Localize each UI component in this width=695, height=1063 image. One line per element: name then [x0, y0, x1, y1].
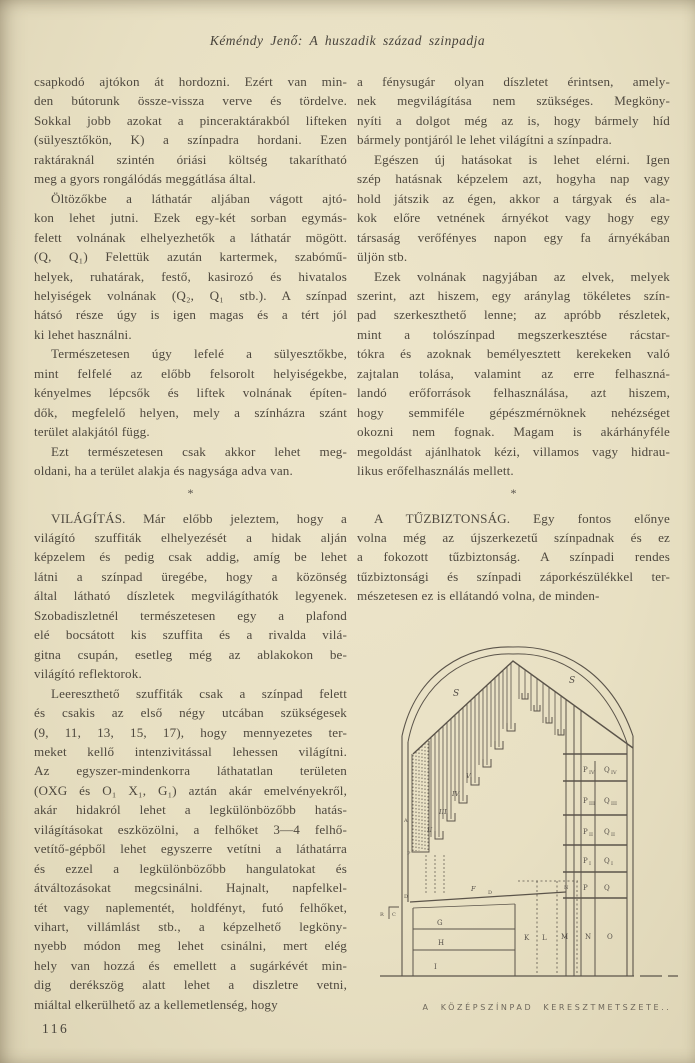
paragraph: [357, 150, 670, 267]
label-c: C: [392, 912, 396, 918]
text-line: mészetesen ez is ellátandó volna, de minden-: [357, 588, 600, 604]
label-room-q4: Q: [604, 766, 610, 774]
paragraph: [34, 509, 347, 684]
label-d-corner: D: [404, 894, 409, 900]
roof-slopes: [413, 661, 633, 754]
text-line: dők, megfelelő helyen, mely a színházra szánt: [34, 404, 347, 420]
label-room-q1-sub: I: [611, 861, 613, 867]
label-room-q2: Q: [604, 828, 610, 836]
text-line: oldani, ha a terület alakja és nagysága adva van.: [34, 463, 293, 479]
text-line: tókra és azoknak bemélyesztett kerekeken való: [357, 346, 670, 362]
text-line: világító szuffiták elhelyezését a hidak alján: [34, 529, 347, 545]
text-line: és ezzel a legkülönbözőbb hangulatokat és: [34, 860, 347, 876]
text-line: meg a gyors rongálódás meggátlása által.: [34, 171, 256, 187]
label-m: M: [561, 933, 569, 941]
label-room-p1-sub: I: [589, 861, 591, 867]
label-room-p4: P: [583, 766, 588, 774]
text-line: üljön stb.: [357, 249, 408, 265]
text-line: akár hidakról lehet a legkülönbözőbb hatás-: [34, 802, 347, 818]
label-room-p1: P: [583, 857, 588, 865]
text-line: képzelem és pedig csak addig, amíg be lehet: [34, 549, 347, 565]
text-line: mint felfelé az előbb felsorolt helyiségekbe,: [34, 365, 347, 381]
suffit-battens-right: [519, 665, 561, 735]
left-text-column: [34, 72, 347, 1014]
label-d-floor: D: [488, 890, 493, 896]
text-line: látni a színpad üregébe, hogy a közönség: [34, 568, 347, 584]
text-line: nyebb módon meg lehet csinálni, mert elég: [34, 938, 347, 954]
text-line: Leereszthető szuffiták csak a színpad felett: [51, 685, 347, 701]
text-line: terület alakjától függ.: [34, 424, 150, 440]
horizon-roll-outline: [412, 741, 429, 852]
text-line: szép hatásnak képzelem azt, hogyha nap vagy: [357, 171, 670, 187]
text-line: bármely pontjáról le lehet világítni a színpadra.: [357, 132, 612, 148]
paragraph: [357, 509, 670, 606]
paragraph: [34, 189, 347, 345]
text-line: kon lehet jutni. Ezek egy-két sorban egymás-: [34, 210, 347, 226]
label-roman-v: V: [466, 772, 471, 780]
text-line: hold játszik az égen, akkor a tárgyak és ala-: [357, 190, 670, 206]
text-line: Ezek volnának nagyjában az elvek, melyek: [374, 268, 670, 284]
text-line: (sülyesztőkön, K) a színpadra hordani. Ezen: [34, 132, 347, 148]
paragraph: [34, 684, 347, 1015]
text-line: Öltözőkbe a láthatár aljában vágott ajtó-: [51, 190, 347, 206]
paragraph: [34, 442, 347, 481]
text-line: csapkodó ajtókon át hordozni. Ezért van min-: [34, 74, 347, 89]
text-line: elé bocsátott kis szuffita és a rivalda vilá-: [34, 627, 347, 643]
label-i: I: [434, 963, 437, 971]
text-line: (Q, Q₁) Felettük azután kartermek, szabómű-: [34, 249, 347, 265]
label-n-tick: N: [564, 885, 569, 891]
label-r: R: [380, 912, 384, 918]
right-text-column: [357, 72, 670, 606]
label-s-right: S: [569, 676, 576, 686]
label-room-q4-sub: IV: [611, 770, 617, 776]
text-line: okozni nem fognak. Magam is akárhányféle: [357, 424, 670, 440]
label-p-wall: P: [407, 851, 411, 857]
text-line: a fénysugár olyan díszletet érintsen, amely-: [357, 74, 670, 89]
label-s-left: S: [453, 689, 460, 699]
text-line: kok előre vetnének árnyékot vagy hogy egy: [357, 210, 670, 226]
text-line: hátsó része úgy is igen magas és a tért jól: [34, 307, 347, 323]
text-line: és csakis az első négy utcában szükségesek: [34, 705, 347, 721]
text-line: ki lehet használni.: [34, 326, 132, 342]
text-line: VILÁGÍTÁS. Már előbb jeleztem, hogy a: [51, 510, 347, 526]
label-g: G: [437, 919, 443, 927]
text-line: vihart, villámlást stb., a képzelhető legköny-: [34, 919, 347, 935]
label-room-p3: P: [583, 797, 588, 805]
label-l: L: [542, 934, 547, 942]
text-line: (OXG és O₁ X₁, G₁) aztán akár emelvényekről,: [34, 782, 347, 798]
trap-area-dotted: [518, 881, 578, 976]
text-line: raktáraknál szintén óriási költség takarítható: [34, 151, 347, 167]
text-line: tét vagy naplementét, holdfényt, futó felhőket,: [34, 899, 347, 915]
text-line: Természetesen úgy lefelé a sülyesztőkbe,: [51, 346, 347, 362]
label-room-q2-sub: II: [611, 832, 615, 838]
label-k: K: [524, 934, 530, 942]
text-line: den bútorunk össze-vissza verve és tördelve.: [34, 93, 347, 109]
section-separator: *: [510, 485, 517, 500]
paragraph: [357, 267, 670, 481]
label-n: N: [585, 933, 592, 941]
text-line: Sokkal jobb azokat a pinceraktárakból lifteken: [34, 112, 347, 128]
text-line: tűzbiztonsági és színpadi záporkészülékkel ter-: [357, 568, 670, 584]
text-line: helyek, ruhatárak, festő, kasirozó és hivatalos: [34, 268, 347, 284]
label-roman-iii: III: [439, 808, 447, 816]
paragraph: [357, 72, 670, 150]
figure-caption: A KÖZÉPSZÍNPAD KERESZTMETSZETE..: [422, 1003, 672, 1012]
text-line: meket kellő intenzivitással lehessen világítni.: [34, 743, 347, 759]
figure-stage-cross-section: [378, 641, 690, 1012]
paragraph: [34, 344, 347, 441]
arch-inner-line: [408, 654, 627, 743]
text-line: helyiségek volnának (Q₂, Q₁ stb.). A színpad: [34, 287, 347, 303]
label-room-p0: P: [583, 884, 588, 892]
stage-cross-section-drawing: [378, 641, 690, 989]
text-line: vetítő-gépből lehet egyszerre vetítni a láthatárra: [34, 841, 347, 857]
basement-outline: [413, 904, 515, 976]
paragraph: [34, 72, 347, 189]
text-line: társaság verőfényes napon egy fa árnyékában: [357, 229, 670, 245]
label-room-q1: Q: [604, 857, 610, 865]
label-a: A: [404, 818, 408, 824]
right-wall: [627, 736, 633, 976]
text-line: nyíti a dolgot még az is, hogy bármely híd: [357, 112, 670, 128]
text-line: világító reflektorok.: [34, 666, 142, 682]
text-line: landó erőforrások felhasználása, azt hiszem,: [357, 385, 670, 401]
text-line: mint a tolószínpad megszerkesztése rácstar-: [357, 326, 670, 342]
label-roman-iv: IV: [452, 790, 460, 798]
label-room-p4-sub: IV: [589, 770, 595, 776]
label-f-floor: F: [471, 885, 476, 893]
text-line: nek megvilágítása nem szükséges. Megköny-: [357, 93, 670, 109]
label-roman-ii: II: [427, 826, 433, 834]
section-separator: *: [187, 485, 194, 500]
text-line: Szobadiszletnél természetesen egy a plafond: [34, 607, 347, 623]
text-line: hely van hozzá és emellett a sugárkévét min-: [34, 957, 347, 973]
text-line: kényelmes lépcsők és liftek volnának építen-: [34, 385, 347, 401]
label-room-p2-sub: II: [589, 832, 593, 838]
text-line: gitna csupán, esetleg még az ablakokon be-: [34, 646, 347, 662]
text-line: Ezt természetesen csak akkor lehet meg-: [51, 443, 347, 459]
text-line: a fokozott tűzbiztonság. A színpadi rendes: [357, 549, 670, 565]
drop-lines-dotted: [426, 855, 444, 894]
text-line: miáltal elkerülhető az a kellemetlenség, hogy: [34, 996, 278, 1012]
label-o: O: [607, 933, 613, 941]
text-line: A TŰZBIZTONSÁG. Egy fontos előnye: [374, 510, 670, 526]
text-line: (9, 11, 13, 15, 17), hogy mennyezetes ter-: [34, 724, 347, 740]
page-number: 116: [42, 1021, 70, 1036]
text-line: volna még az újszerkezetű színpadnak és ez: [357, 529, 670, 545]
text-line: megoldást ajánlhatok kézi, villamos vagy hidrau-: [357, 443, 670, 459]
label-room-q3: Q: [604, 797, 610, 805]
label-room-p2: P: [583, 828, 588, 836]
text-line: zajtalan tolása, valamint az erre felhaszná-: [357, 365, 670, 381]
text-line: szerint, azt hiszem, egy aránylag tökéletes szín-: [357, 287, 670, 303]
text-line: hogy semmiféle gépészmérnöknek nehézséget: [357, 404, 670, 420]
text-line: átváltozásokat megcsinálni. Hajnalt, napfelkel-: [34, 880, 347, 896]
label-room-q3-sub: III: [611, 801, 617, 807]
stage-floor-detail: [413, 904, 515, 908]
label-h: H: [438, 939, 445, 947]
text-line: Az egyszer-mindenkorra láthatatlan területen: [34, 763, 347, 779]
text-line: likus erőfelhasználás mellett.: [357, 463, 514, 479]
text-line: dig derékszög alatt lehet a diszletre vetni,: [34, 977, 347, 993]
horizon-roll-hatching: [413, 740, 428, 851]
text-line: Egészen új hatásokat is lehet elérni. Igen: [374, 151, 670, 167]
label-room-p3-sub: III: [589, 801, 595, 807]
label-room-q0: Q: [604, 884, 610, 892]
running-header: Kéméndy Jenő: A huszadik század szinpadja: [209, 33, 486, 48]
text-line: pad szerkeszthető lenne; az apróbb részletek,: [357, 307, 670, 323]
text-line: világításokat eszközölni, a felhőket 3—4 felhő-: [34, 821, 347, 837]
text-line: által látható díszletek megvilágíthatók legyenek.: [34, 588, 347, 604]
text-line: felett volnának elhelyezhetők a láthatár mögött.: [34, 229, 347, 245]
